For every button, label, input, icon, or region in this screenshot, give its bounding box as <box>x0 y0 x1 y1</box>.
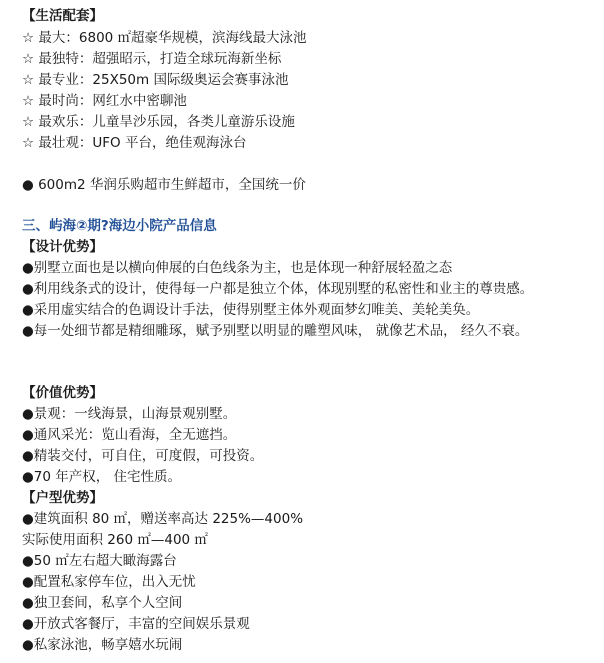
life-item <box>22 112 295 132</box>
bullet-icon: ● <box>22 260 34 276</box>
bullet-icon: ● <box>22 637 34 653</box>
design-item <box>22 321 528 341</box>
life-item-text: 最专业：25X50m 国际级奥运会赛事泳池 <box>34 72 289 88</box>
life-item <box>22 133 246 153</box>
bullet-icon: ● <box>22 177 34 193</box>
bullet-icon: ● <box>22 511 34 527</box>
section-title: 三、屿海②期?海边小院产品信息 <box>22 218 217 234</box>
design-item <box>22 300 479 320</box>
star-icon: ☆ <box>22 51 35 67</box>
life-item <box>22 28 307 48</box>
life-item-text: 最欢乐：儿童旱沙乐园，各类儿童游乐设施 <box>34 114 295 130</box>
huxing-item <box>22 509 303 529</box>
huxing-item-text: 配置私家停车位，出入无忧 <box>33 574 196 590</box>
bullet-icon: ● <box>22 302 34 318</box>
design-item <box>22 258 452 278</box>
design-item-text: 别墅立面也是以横向伸展的白色线条为主，也是体现一种舒展轻盈之态 <box>33 260 453 276</box>
star-icon: ☆ <box>22 93 35 109</box>
bullet-icon: ● <box>22 448 34 464</box>
huxing-item-text: 50 ㎡左右超大瞰海露台 <box>33 553 177 569</box>
bullet-icon: ● <box>22 553 34 569</box>
bullet-icon: ● <box>22 595 34 611</box>
star-icon: ☆ <box>22 135 35 151</box>
design-heading: 【设计优势】 <box>22 239 103 255</box>
huxing-item <box>22 635 182 655</box>
life-item-text: 最大：6800 ㎡超豪华规模，滨海线最大泳池 <box>34 30 307 46</box>
value-item-text: 70 年产权， 住宅性质。 <box>33 469 182 485</box>
star-icon: ☆ <box>22 30 35 46</box>
value-item-text: 景观：一线海景，山海景观别墅。 <box>33 406 237 422</box>
bullet-icon: ● <box>22 427 34 443</box>
huxing-item-text: 私家泳池，畅享嬉水玩闹 <box>33 637 183 653</box>
value-item-text: 通风采光：览山看海，全无遮挡。 <box>33 427 237 443</box>
life-item <box>22 91 187 111</box>
bullet-icon: ● <box>22 574 34 590</box>
huxing-item-text: 实际使用面积 260 ㎡—400 ㎡ <box>22 532 208 548</box>
value-item <box>22 404 236 424</box>
huxing-item <box>22 593 182 613</box>
life-item-text: 最独特：超强昭示，打造全球玩海新坐标 <box>34 51 282 67</box>
value-item <box>22 425 236 445</box>
supermarket-item <box>22 175 306 195</box>
value-item <box>22 467 181 487</box>
star-icon: ☆ <box>22 114 35 130</box>
life-heading: 【生活配套】 <box>22 8 103 24</box>
supermarket-text: 600m2 华润乐购超市生鲜超市，全国统一价 <box>33 177 306 193</box>
huxing-item-text: 独卫套间，私享个人空间 <box>33 595 183 611</box>
huxing-item <box>22 614 250 634</box>
design-item-text: 利用线条式的设计，使得每一户都是独立个体，体现别墅的私密性和业主的尊贵感。 <box>33 281 534 297</box>
value-item-text: 精装交付，可自住，可度假，可投资。 <box>33 448 264 464</box>
design-item-text: 每一处细节都是精细雕琢，赋予别墅以明显的雕塑风味， 就像艺术品， 经久不衰。 <box>33 323 529 339</box>
bullet-icon: ● <box>22 469 34 485</box>
life-item-text: 最壮观：UFO 平台，绝佳观海泳台 <box>34 135 247 151</box>
huxing-item <box>22 530 208 550</box>
life-item <box>22 70 288 90</box>
huxing-heading: 【户型优势】 <box>22 490 103 506</box>
star-icon: ☆ <box>22 72 35 88</box>
bullet-icon: ● <box>22 616 34 632</box>
design-item-text: 采用虚实结合的色调设计手法，使得别墅主体外观面梦幻唯美、美轮美奂。 <box>33 302 480 318</box>
huxing-item <box>22 551 177 571</box>
bullet-icon: ● <box>22 281 34 297</box>
value-heading: 【价值优势】 <box>22 385 103 401</box>
bullet-icon: ● <box>22 323 34 339</box>
life-item <box>22 49 281 69</box>
value-item <box>22 446 263 466</box>
life-item-text: 最时尚：网红水中密聊池 <box>34 93 187 109</box>
huxing-item-text: 开放式客餐厅，丰富的空间娱乐景观 <box>33 616 250 632</box>
huxing-item <box>22 572 196 592</box>
huxing-item-text: 建筑面积 80 ㎡，赠送率高达 225%—400% <box>33 511 304 527</box>
bullet-icon: ● <box>22 406 34 422</box>
design-item <box>22 279 533 299</box>
